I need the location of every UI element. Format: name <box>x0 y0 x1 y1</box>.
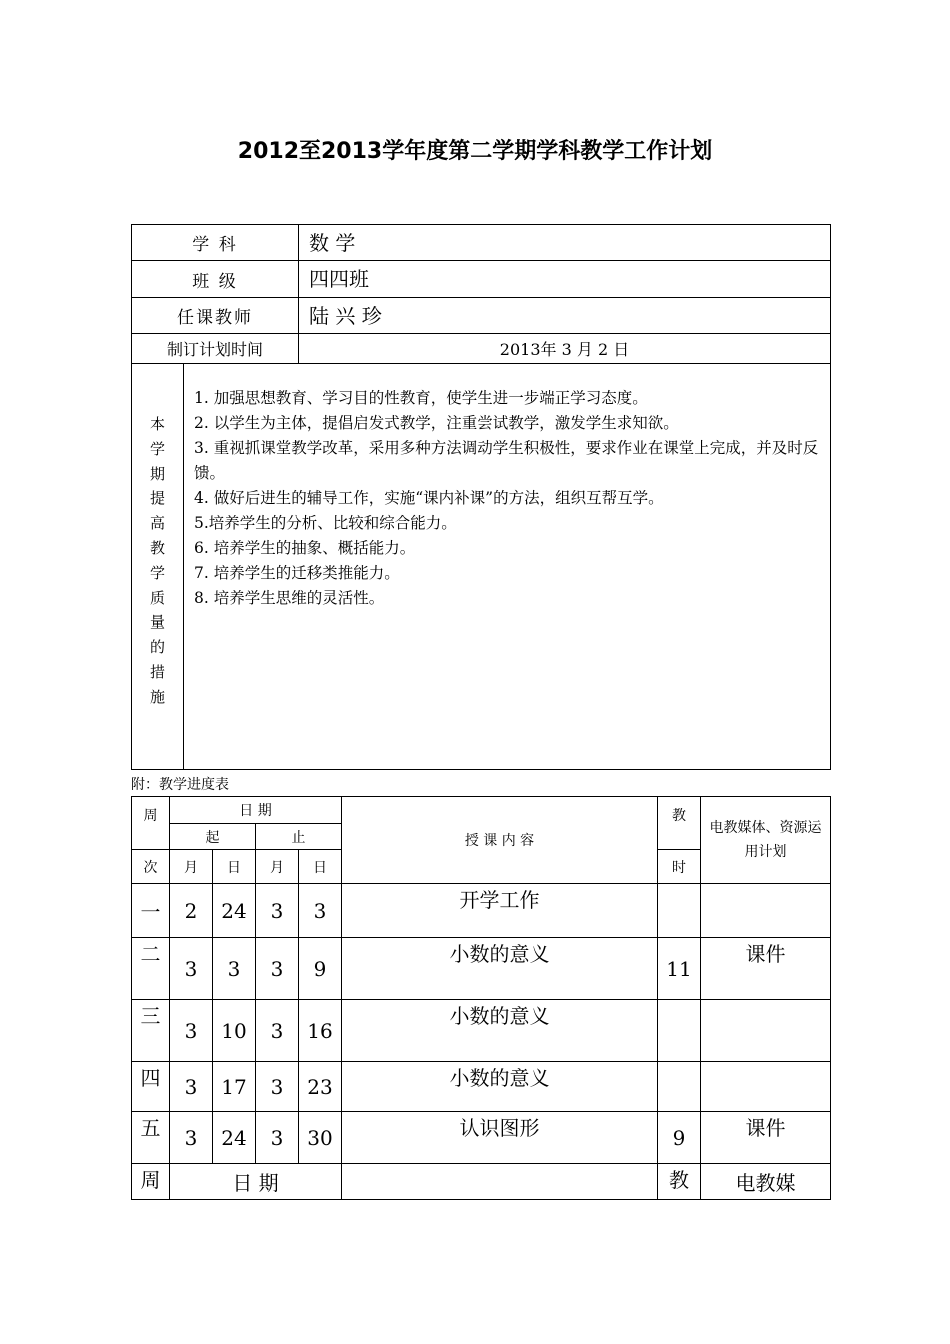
measures-label-char: 提 <box>149 489 165 508</box>
start-month-cell: 3 <box>170 1112 213 1164</box>
start-month-cell: 3 <box>170 1062 213 1112</box>
end-day-cell: 23 <box>299 1062 342 1112</box>
measure-item: 8. 培养学生思维的灵活性。 <box>194 589 385 607</box>
teacher-label: 任课教师 <box>132 298 299 334</box>
footer-date: 日 期 <box>170 1164 342 1200</box>
media-cell: 课件 <box>701 938 831 1000</box>
subject-label: 学 科 <box>132 225 299 261</box>
week-cell: 四 <box>132 1062 170 1112</box>
class-value: 四四班 <box>299 261 831 298</box>
content-cell: 开学工作 <box>342 884 658 938</box>
hours-cell <box>658 884 701 938</box>
start-day-cell: 3 <box>213 938 256 1000</box>
footer-row <box>132 1164 831 1200</box>
end-day-cell: 9 <box>299 938 342 1000</box>
hours-cell: 9 <box>658 1112 701 1164</box>
measures-label-char: 质 <box>149 588 165 607</box>
page-title: 2012至2013学年度第二学期学科教学工作计划 <box>237 139 713 164</box>
end-day-cell: 3 <box>299 884 342 938</box>
table-row <box>132 938 831 1000</box>
end-day-cell: 16 <box>299 1000 342 1062</box>
measures-label-char: 施 <box>149 687 165 706</box>
media-cell: 课件 <box>701 1112 831 1164</box>
start-day-cell: 24 <box>213 1112 256 1164</box>
measures-label-char: 本 <box>149 415 165 433</box>
measure-item: 6. 培养学生的抽象、概括能力。 <box>194 539 416 557</box>
start-month-header: 月 <box>170 850 213 884</box>
start-day-cell: 17 <box>213 1062 256 1112</box>
end-month-cell: 3 <box>256 1112 299 1164</box>
footer-week: 周 <box>132 1164 170 1200</box>
content-cell: 认识图形 <box>342 1112 658 1164</box>
end-month-cell: 3 <box>256 938 299 1000</box>
week-cell: 二 <box>132 938 170 1000</box>
footer-content <box>342 1164 658 1200</box>
media-cell <box>701 884 831 938</box>
table-row <box>132 1000 831 1062</box>
end-month-cell: 3 <box>256 1000 299 1062</box>
date-value: 2013年 3 月 2 日 <box>299 334 831 364</box>
media-header: 电教媒体、资源运用计划 <box>701 797 831 884</box>
week-header-top: 周 <box>132 797 170 850</box>
measures-label-char: 学 <box>149 563 165 582</box>
measures-label-char: 教 <box>149 538 165 557</box>
end-header: 止 <box>256 824 342 850</box>
content-cell: 小数的意义 <box>342 938 658 1000</box>
start-month-cell: 3 <box>170 938 213 1000</box>
schedule-table <box>131 796 831 1200</box>
hours-cell <box>658 1062 701 1112</box>
measures-label-char: 学 <box>149 439 165 458</box>
teacher-value: 陆 兴 珍 <box>299 298 831 334</box>
measure-item: 3. 重视抓课堂教学改革，采用多种方法调动学生积极性，要求作业在课堂上完成，并及时反馈。 <box>194 439 819 482</box>
start-month-cell: 3 <box>170 1000 213 1062</box>
week-cell: 五 <box>132 1112 170 1164</box>
subject-value: 数 学 <box>299 225 831 261</box>
date-header: 日 期 <box>170 797 342 824</box>
hours-header-top: 教 <box>658 797 701 850</box>
measures-label-char: 量 <box>149 613 165 632</box>
end-month-cell: 3 <box>256 1062 299 1112</box>
week-header-bottom: 次 <box>132 850 170 884</box>
content-cell: 小数的意义 <box>342 1000 658 1062</box>
hours-header-bottom: 时 <box>658 850 701 884</box>
hours-cell <box>658 1000 701 1062</box>
table-row <box>132 1062 831 1112</box>
content-cell: 小数的意义 <box>342 1062 658 1112</box>
info-table <box>131 224 831 364</box>
hours-cell: 11 <box>658 938 701 1000</box>
table-row <box>132 884 831 938</box>
measures-label <box>132 364 184 770</box>
measures-table <box>131 363 831 770</box>
start-day-cell: 10 <box>213 1000 256 1062</box>
footer-hours: 教 <box>658 1164 701 1200</box>
week-cell: 一 <box>132 884 170 938</box>
measures-label-char: 高 <box>149 514 165 533</box>
end-month-header: 月 <box>256 850 299 884</box>
class-label: 班 级 <box>132 261 299 298</box>
start-day-cell: 24 <box>213 884 256 938</box>
footer-media: 电教媒 <box>701 1164 831 1200</box>
end-day-header: 日 <box>299 850 342 884</box>
measures-label-char: 的 <box>149 638 165 657</box>
end-month-cell: 3 <box>256 884 299 938</box>
measure-item: 5.培养学生的分析、比较和综合能力。 <box>194 514 457 532</box>
end-day-cell: 30 <box>299 1112 342 1164</box>
measure-item: 1. 加强思想教育、学习目的性教育，使学生进一步端正学习态度。 <box>194 389 648 407</box>
media-cell <box>701 1062 831 1112</box>
start-month-cell: 2 <box>170 884 213 938</box>
measures-label-char: 期 <box>149 464 165 483</box>
measures-label-char: 措 <box>149 662 165 681</box>
appendix-label: 附：教学进度表 <box>131 777 229 793</box>
measure-item: 2. 以学生为主体，提倡启发式教学，注重尝试教学，激发学生求知欲。 <box>194 414 679 432</box>
start-day-header: 日 <box>213 850 256 884</box>
measure-item: 7. 培养学生的迁移类推能力。 <box>194 564 400 582</box>
measures-list <box>184 364 831 770</box>
table-row <box>132 1112 831 1164</box>
start-header: 起 <box>170 824 256 850</box>
content-header: 授 课 内 容 <box>342 797 658 884</box>
media-cell <box>701 1000 831 1062</box>
measure-item: 4. 做好后进生的辅导工作，实施“课内补课”的方法，组织互帮互学。 <box>194 489 664 507</box>
date-label: 制订计划时间 <box>132 334 299 364</box>
week-cell: 三 <box>132 1000 170 1062</box>
